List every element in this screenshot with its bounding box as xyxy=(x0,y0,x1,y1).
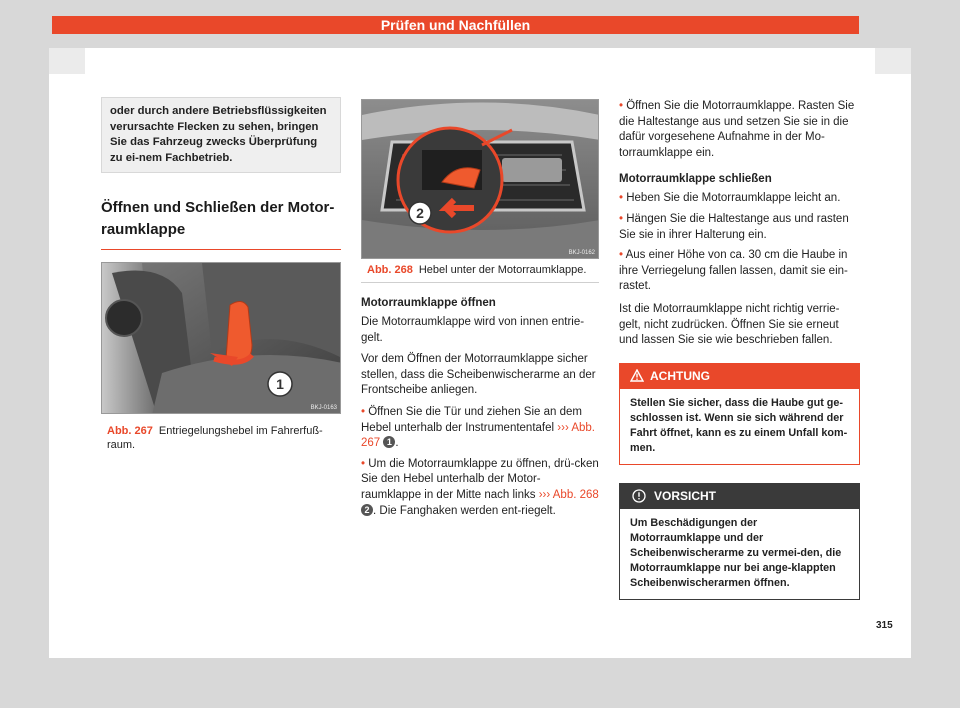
step-3 xyxy=(619,99,860,161)
callout-number-2: 2 xyxy=(361,504,373,516)
section-rule xyxy=(101,249,341,250)
paragraph-note: Ist die Motorraumklappe nicht richtig verrie-gelt, nicht zudrücken. Öffnen Sie sie erneut und lassen Sie sie wie beschrieben fallen. xyxy=(619,302,840,347)
figure-label: Abb. 267 xyxy=(107,425,153,437)
page-top-band-left xyxy=(49,48,85,74)
figure-code: BKJ-0163 xyxy=(310,405,337,411)
bullet: • xyxy=(619,192,624,205)
heading-close: Motorraumklappe schließen xyxy=(619,173,772,186)
caption-rule xyxy=(361,282,599,283)
grille-illustration xyxy=(362,100,599,259)
step-2-text: Um die Motorraumklappe zu öffnen, drü-cken Sie den Hebel unterhalb der Motor-raumklappe in der Mitte nach links xyxy=(361,457,599,501)
figure-code: BKJ-0162 xyxy=(568,250,595,256)
figure-marker-1-label: 1 xyxy=(276,376,284,392)
close-step-3-text: Aus einer Höhe von ca. 30 cm die Haube in ihre Verriegelung fallen lassen, damit sie ein-rastet. xyxy=(619,249,848,293)
caution-text: Um Beschädigungen der Motorraumklappe und der Scheibenwischerarme zu vermei-den, die Motorraumklappe nur bei ange-klappten Scheibenwischerarmen öffnen. xyxy=(630,516,842,589)
figure-label: Abb. 268 xyxy=(367,264,413,276)
step-1-text: Öffnen Sie die Tür und ziehen Sie an dem Hebel unterhalb der Instrumententafel xyxy=(361,405,582,434)
bullet: • xyxy=(619,100,624,112)
column-middle xyxy=(361,99,599,519)
warning-header xyxy=(620,364,859,389)
column-left xyxy=(101,97,341,452)
close-step-1-text: Heben Sie die Motorraumklappe leicht an. xyxy=(626,192,841,205)
warning-title: ACHTUNG xyxy=(650,368,710,383)
warning-triangle-icon xyxy=(630,369,644,382)
section-title-line2: raumklappe xyxy=(101,221,186,238)
footwell-illustration xyxy=(102,263,341,414)
close-step-2-text: Hängen Sie die Haltestange aus und rasten Sie sie in ihrer Halterung ein. xyxy=(619,212,849,241)
section-title-line1: Öffnen und Schließen der Motor- xyxy=(101,199,335,216)
paragraph-1: Die Motorraumklappe wird von innen entrie-gelt. xyxy=(361,316,585,344)
figure-267 xyxy=(101,262,341,414)
column-right xyxy=(619,99,860,600)
page-header: Prüfen und Nachfüllen xyxy=(52,16,859,34)
figure-ref-268[interactable]: ››› Abb. 268 xyxy=(538,488,599,501)
page-top-band-right xyxy=(875,48,911,74)
figure-caption-text: Hebel unter der Motorraumklappe. xyxy=(418,264,587,276)
bullet: • xyxy=(619,249,624,262)
figure-ref-267[interactable]: ››› Abb. 267 xyxy=(361,421,595,450)
caution-circle-icon xyxy=(632,489,646,503)
close-step-2 xyxy=(619,212,860,243)
page-number: 315 xyxy=(876,620,893,631)
note-box: oder durch andere Betriebsflüssigkeiten verursachte Flecken zu sehen, bringen Sie das Fahrzeug zwecks Überprüfung zu ei-nem Fachbetrieb. xyxy=(101,97,341,173)
figure-caption xyxy=(101,424,341,452)
figure-caption xyxy=(361,263,599,277)
close-step-1 xyxy=(619,191,860,207)
paragraph-2: Vor dem Öffnen der Motorraumklappe sicher stellen, dass die Scheibenwischerarme an der Frontscheibe anliegen. xyxy=(361,353,596,397)
step-2-tail: . Die Fanghaken werden ent-riegelt. xyxy=(373,504,556,517)
step-2 xyxy=(361,457,599,519)
step-1: • Öffnen Sie die Tür und ziehen Sie an dem Hebel unterhalb der Instrumententafel ››› Abb. 267 1 . xyxy=(361,405,595,450)
caution-header xyxy=(620,484,859,509)
callout-number-1: 1 xyxy=(383,436,395,448)
caution-title: VORSICHT xyxy=(654,488,717,503)
figure-caption-text: Entriegelungshebel im Fahrerfuß-raum. xyxy=(107,425,323,451)
warning-box xyxy=(619,363,860,465)
close-step-3 xyxy=(619,248,860,295)
bullet: • xyxy=(361,405,366,418)
heading-open: Motorraumklappe öffnen xyxy=(361,297,496,309)
warning-text: Stellen Sie sicher, dass die Haube gut ge-schlossen ist. Wenn sie sich während der Fahrt öffnet, kann es zu einem Unfall kom-men. xyxy=(630,396,848,454)
step-3-text: Öffnen Sie die Motorraumklappe. Rasten Sie die Haltestange aus und setzen Sie sie in die dafür vorgesehene Aufnahme in der Mo-torraumklappe ein. xyxy=(619,100,855,159)
bullet: • xyxy=(619,212,624,225)
caution-box xyxy=(619,483,860,600)
section-title xyxy=(101,197,341,241)
bullet: • xyxy=(361,457,366,470)
figure-marker-2-label: 2 xyxy=(416,205,424,221)
figure-268 xyxy=(361,99,599,259)
